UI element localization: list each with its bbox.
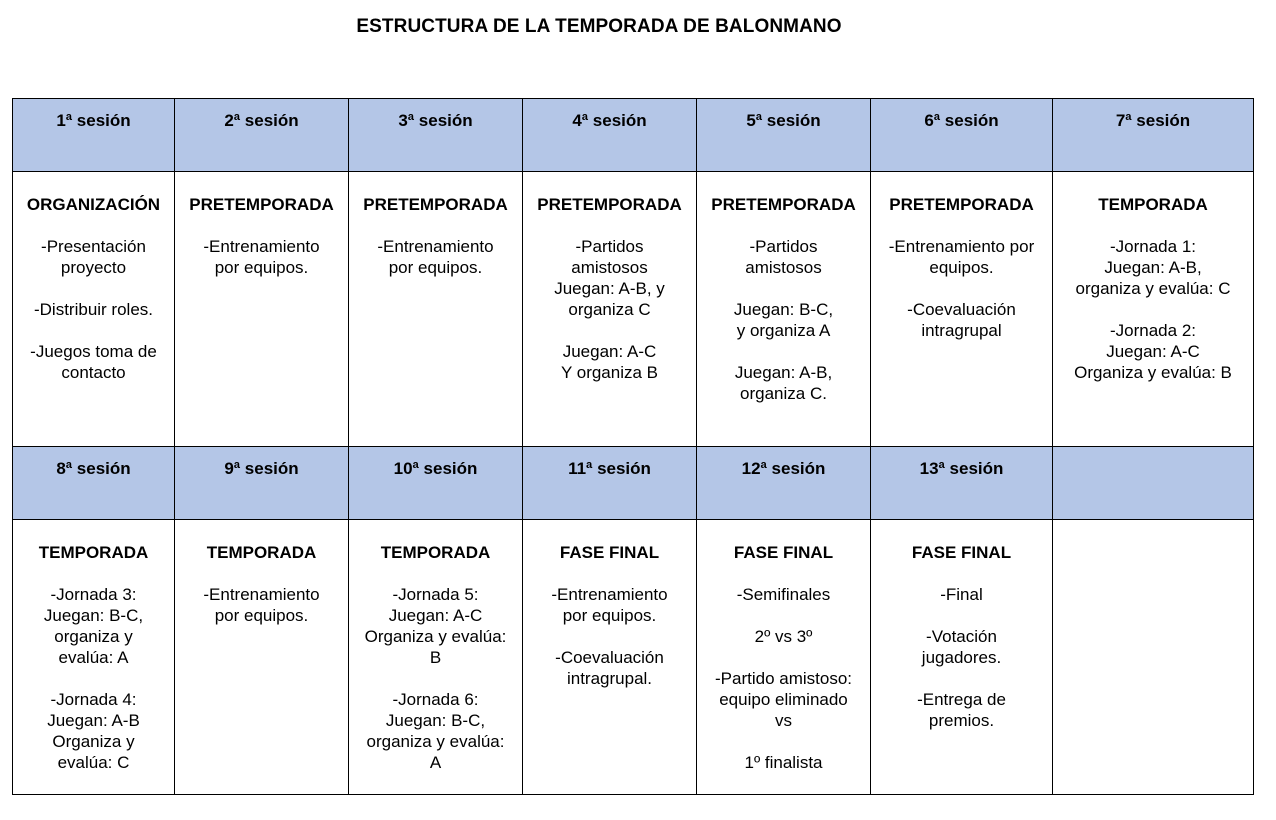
session-activity: -Entrenamiento por equipos. (888, 237, 1035, 277)
session-activity: -Entrenamiento por equipos. (203, 237, 320, 277)
session-content-cell (13, 172, 175, 447)
session-phase: PRETEMPORADA (537, 195, 682, 214)
session-content-cell (871, 172, 1053, 447)
session-content-cell (1053, 520, 1254, 795)
session-header-cell: 7ª sesión (1053, 99, 1254, 172)
session-header-row (13, 447, 1254, 520)
session-activity: 2º vs 3º (754, 627, 813, 646)
session-content-cell (175, 520, 349, 795)
session-activity: -Distribuir roles. (33, 300, 154, 319)
session-activity: -Partidos amistosos (745, 237, 822, 277)
session-phase: FASE FINAL (733, 543, 834, 562)
session-phase: TEMPORADA (380, 543, 491, 562)
session-activity: -Entrenamiento por equipos. (551, 585, 668, 625)
session-phase: TEMPORADA (38, 543, 149, 562)
session-content-cell (697, 172, 871, 447)
session-header-cell: 1ª sesión (13, 99, 175, 172)
session-phase: PRETEMPORADA (363, 195, 508, 214)
session-activity: -Entrega de premios. (917, 690, 1006, 730)
session-header-cell: 4ª sesión (523, 99, 697, 172)
session-activity: -Coevaluación intragrupal. (555, 648, 664, 688)
page-title: ESTRUCTURA DE LA TEMPORADA DE BALONMANO (356, 16, 842, 37)
session-phase: TEMPORADA (206, 543, 317, 562)
session-header-cell: 12ª sesión (697, 447, 871, 520)
session-activity: -Entrenamiento por equipos. (377, 237, 494, 277)
session-content-cell (349, 172, 523, 447)
session-content-row (13, 172, 1254, 447)
session-activity: 1º finalista (744, 753, 823, 772)
session-header-cell: 5ª sesión (697, 99, 871, 172)
session-activity: -Final (940, 585, 983, 604)
session-content-cell (175, 172, 349, 447)
session-activity: -Jornada 2: Juegan: A-C Organiza y evalúa: B (1074, 321, 1232, 382)
session-phase: PRETEMPORADA (711, 195, 856, 214)
session-activity: -Jornada 5: Juegan: A-C Organiza y evalúa: B (364, 585, 507, 667)
session-content-cell (871, 520, 1053, 795)
session-header-cell: 9ª sesión (175, 447, 349, 520)
session-header-cell (1053, 447, 1254, 520)
session-activity: Juegan: A-C Y organiza B (560, 342, 659, 382)
season-table (12, 98, 1254, 795)
session-content-cell (349, 520, 523, 795)
session-content-cell (697, 520, 871, 795)
session-activity: -Juegos toma de contacto (30, 342, 157, 382)
session-content-cell (523, 172, 697, 447)
session-activity: -Partidos amistosos Juegan: A-B, y organiza C (554, 237, 665, 319)
session-header-cell: 2ª sesión (175, 99, 349, 172)
season-table-body (13, 99, 1254, 795)
session-activity: -Jornada 4: Juegan: A-B Organiza y evalúa: C (47, 690, 140, 772)
session-header-cell: 13ª sesión (871, 447, 1053, 520)
session-content-cell (13, 520, 175, 795)
session-activity: -Jornada 3: Juegan: B-C, organiza y evalúa: A (43, 585, 144, 667)
session-activity: -Entrenamiento por equipos. (203, 585, 320, 625)
session-content-row (13, 520, 1254, 795)
session-phase: FASE FINAL (911, 543, 1012, 562)
session-activity: -Coevaluación intragrupal (907, 300, 1016, 340)
session-header-cell: 8ª sesión (13, 447, 175, 520)
session-content-cell (1053, 172, 1254, 447)
session-content-cell (523, 520, 697, 795)
session-header-cell: 11ª sesión (523, 447, 697, 520)
session-phase: TEMPORADA (1098, 195, 1208, 214)
session-activity: -Jornada 6: Juegan: B-C, organiza y evalúa: A (366, 690, 505, 772)
session-activity: -Votación jugadores. (921, 627, 1002, 667)
session-activity: -Jornada 1: Juegan: A-B, organiza y evalúa: C (1075, 237, 1231, 298)
session-header-cell: 3ª sesión (349, 99, 523, 172)
session-activity: Juegan: A-B, organiza C. (734, 363, 833, 403)
session-header-row (13, 99, 1254, 172)
session-activity: -Semifinales (736, 585, 831, 604)
session-activity: -Partido amistoso: equipo eliminado vs (715, 669, 852, 730)
session-phase: PRETEMPORADA (889, 195, 1034, 214)
session-phase: PRETEMPORADA (189, 195, 334, 214)
session-header-cell: 10ª sesión (349, 447, 523, 520)
session-activity: -Presentación proyecto (41, 237, 146, 277)
session-activity: Juegan: B-C, y organiza A (733, 300, 834, 340)
session-phase: ORGANIZACIÓN (26, 195, 161, 214)
session-header-cell: 6ª sesión (871, 99, 1053, 172)
session-phase: FASE FINAL (559, 543, 660, 562)
